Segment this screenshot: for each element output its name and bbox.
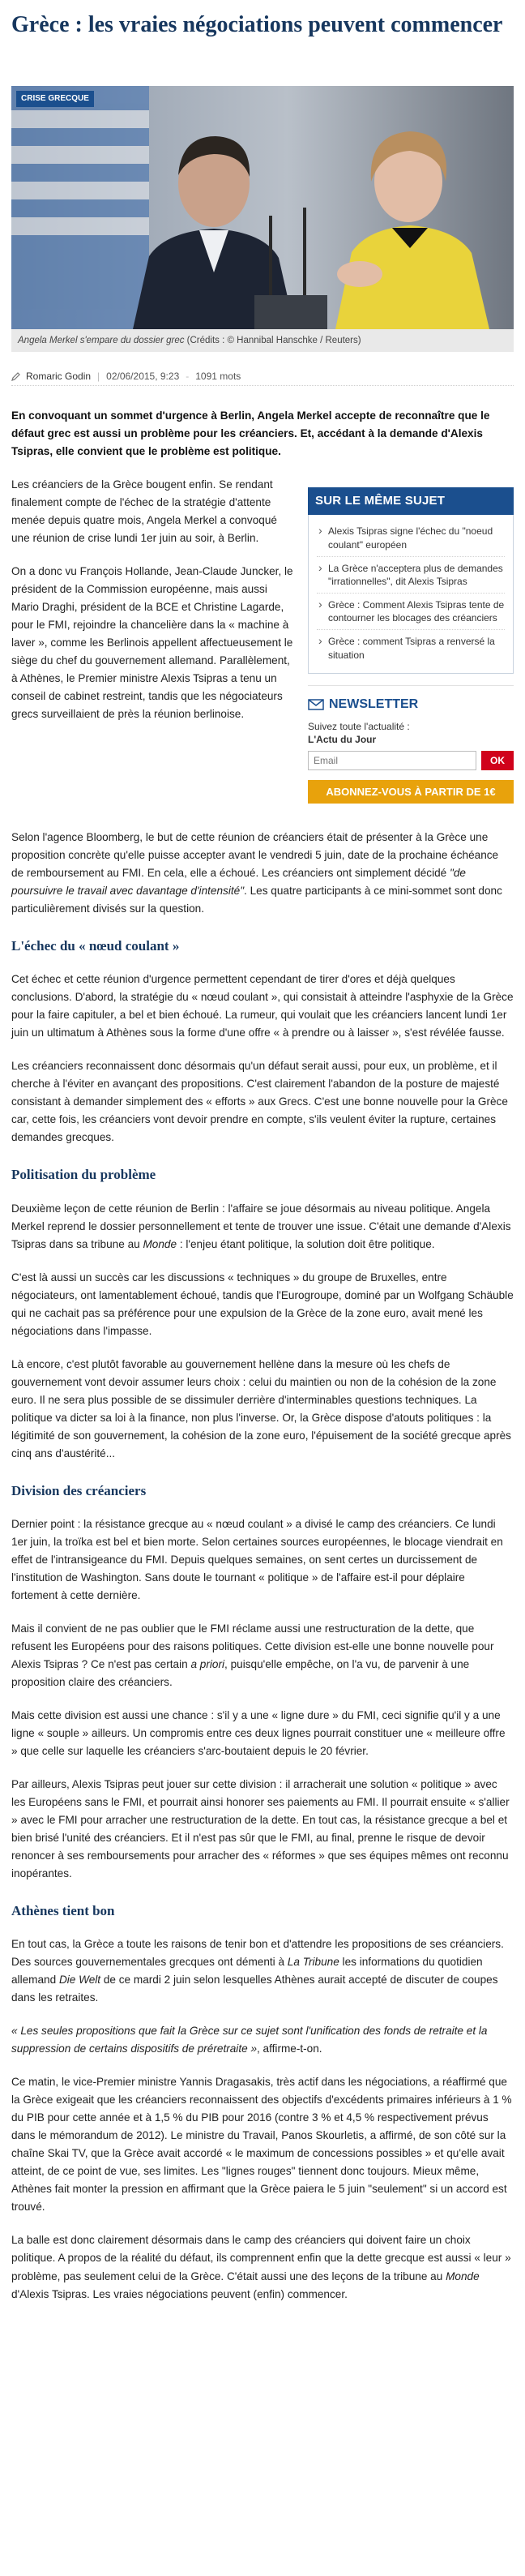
section-heading: L'échec du « nœud coulant » [11,938,180,954]
author-name[interactable]: Romaric Godin [26,370,92,382]
word-count: 1091 mots [195,370,241,382]
sidebar [308,487,514,804]
paragraph: Mais cette division est aussi une chance : s'il y a une « ligne dure » du FMI, ceci signifie qu'il y a une ligne « souple » ailleurs. Un compromis entre ces deux lignes pourrait constituer une « meilleure offre » que celle sur laquelle les créanciers s'arc-boutaient depuis le 20 février. [11,1709,506,1758]
photo-caption [11,329,514,352]
same-subject-list [308,515,514,674]
newsletter-box [308,685,514,804]
newsletter-subtitle-text: Suivez toute l'actualité : [308,720,410,732]
paragraph: C'est là aussi un succès car les discussions « techniques » du groupe de Bruxelles, entre négociateurs, ont lamentablement échoué, tandis que l'Eurogroupe, dominé par un Wolfgang Schäuble qui ne cachait pas sa préférence pour une expulsion de la Grèce de la zone euro, avait mené les négociations dans l'impasse. [11,1271,514,1337]
paragraph: Mais il convient de ne pas oublier que le FMI réclame aussi une restructuration de la dette, que refusent les Européens pour des raisons politiques. Cette division est-elle une bonne nouvelle pour Alexis Tsipras ? Ce n'est pas certain a priori, puisqu'elle empêche, on l'a vu, de parvenir à une proposition claire des créanciers. [11,1622,494,1688]
newsletter-title-text: NEWSLETTER [329,697,419,711]
newsletter-subtitle [308,720,514,746]
section-heading: Politisation du problème [11,1167,156,1183]
paragraph: Dernier point : la résistance grecque au « nœud coulant » a divisé le camp des créanciers. Ce lundi 1er juin, la troïka est bel et bien morte. Selon certaines sources européennes, le blocage viendrait en effet de l'intransigeance du FMI. Depuis quelques semaines, on sent certes un durcissement de l'institution de Washington. Sans doute le tournant « politique » de l'affaire est-il pour déplaire fortement à cette dernière. [11,1517,503,1601]
rubric-badge[interactable]: CRISE GRECQUE [16,91,94,107]
newsletter-name: L'Actu du Jour [308,733,377,745]
article-body [11,476,514,2303]
related-link[interactable]: › Grèce : comment Tsipras a renversé la situation [317,630,505,666]
section-heading: Athènes tient bon [11,1903,115,1919]
related-link[interactable]: › La Grèce n'acceptera plus de demandes "irrationnelles", dit Alexis Tsipras [317,557,505,594]
publish-date: 02/06/2015, 9:23 [106,370,180,382]
pencil-icon [11,371,21,381]
paragraph: Deuxième leçon de cette réunion de Berlin : l'affaire se joue désormais au niveau politique. Angela Merkel reprend le dossier personnellement et tente de trouver une issue. C'était une demande d'Alexis Tsipras dans sa tribune au Monde : l'enjeu étant politique, la solution doit être politique. [11,1202,511,1250]
paragraph: La balle est donc clairement désormais dans le camp des créanciers qui doivent faire un choix politique. A propos de la réalité du défaut, ils comprennent enfin que la dette grecque est aussi « leur » problème, pas seulement celui de la Grèce. C'était aussi une des leçons de la tribune au Monde d'Alexis Tsipras. Les vraies négociations peuvent (enfin) commencer. [11,2234,511,2300]
article-meta [11,366,514,386]
meta-separator: | [97,370,100,382]
paragraph: Selon l'agence Bloomberg, le but de cette réunion de créanciers était de présenter à la Grèce une proposition concrète qu'elle puisse accepter avant le vendredi 5 juin, date de la prochaine échéance de remboursement au FMI. En cela, elle a échoué. Les créanciers ont simplement décidé "de poursuivre le travail avec davantage d'intensité". Les quatre participants à ce mini-sommet sont donc particulièrement divisés sur la question. [11,831,502,915]
article-title: Grèce : les vraies négociations peuvent commencer [11,12,503,37]
paragraph: Les créanciers de la Grèce bougent enfin. Se rendant finalement compte de l'échec de la stratégie d'attente menée depuis quatre mois, Angela Merkel a convoqué une réunion de crise lundi 1er juin au soir, à Berlin. [11,478,277,545]
subscribe-button[interactable]: ABONNEZ-VOUS À PARTIR DE 1€ [308,780,514,804]
paragraph: Cet échec et cette réunion d'urgence permettent cependant de tirer d'ores et déjà quelques conclusions. D'abord, la stratégie du « nœud coulant », qui consistait à atteindre l'asphyxie de la Grèce pour la faire capituler, a bel et bien échoué. La rumeur, qui voulait que les créanciers lancent lundi 1er juin un ultimatum à Athènes sous la forme d'une offre « à prendre ou à laisser », s'est révélée fausse. [11,973,514,1039]
ok-button[interactable]: OK [481,751,514,770]
newsletter-title [308,694,514,715]
paragraph: En tout cas, la Grèce a toute les raisons de tenir bon et d'attendre les propositions de ses créanciers. Des sources gouvernementales grecques ont démenti à La Tribune les informations du quotidien allemand Die Welt de ce mardi 2 juin selon lesquelles Athènes aurait accepté de discuter de coupes dans les retraites. [11,1938,504,2004]
paragraph: Par ailleurs, Alexis Tsipras peut jouer sur cette division : il arracherait une solution « politique » avec les Européens sans le FMI, et pourrait ainsi honorer ses paiements au FMI. Il pourrait ensuite « s'allier » avec le FMI pour arracher une restructuration de la dette. En tout cas, la résistance grecque a bel et bien brisé l'unité des créanciers. Et il n'est pas sûr que le FMI, au final, prenne le risque de devoir renoncer à ses remboursements pour arracher des « réformes » que ses équipes mêmes ont reconnu inopérantes. [11,1778,510,1880]
envelope-icon [308,699,324,710]
same-subject-header: SUR LE MÊME SUJET [308,487,514,515]
paragraph: Ce matin, le vice-Premier ministre Yannis Dragasakis, très actif dans les négociations, a réaffirmé que la Grèce exigeait que les créanciers reconnaissent des objectifs d'excédents primaires inférieurs à 1 % du PIB pour cette année et à 1,5 % du PIB pour 2016 (contre 3 % et 4,5 % respectivement prévus dans le mémorandum de 2012). Le ministre du Travail, Panos Skourletis, a affirmé, de son côté sur la chaîne Skai TV, que la Grèce avait accordé « le maximum de concessions possibles » et qu'elle avait atteint, de ce point de vue, ses limites. Les "lignes rouges" tiennent donc toujours. Mieux même, Athènes fait monter la pression en affirmant que la Grèce paiera le 5 juin "seulement" si un accord est trouvé. [11,2076,512,2214]
newsletter-form [308,751,514,770]
quote-paragraph: « Les seules propositions que fait la Grèce sur ce sujet sont l'unification des fonds de retraite et la suppression de certains dispositifs de préretraite », affirme-t-on. [11,2025,488,2055]
paragraph: On a donc vu François Hollande, Jean-Claude Juncker, le président de la Commission européenne, mais aussi Mario Draghi, président de la BCE et Christine Lagarde, pour le FMI, rejoindre la chancelière dans la « machine à laver », comme les Berlinois appellent affectueusement le siège du chef du gouvernement allemand. Parallèlement, à Athènes, le Premier ministre Alexis Tsipras a tenu un conseil de cabinet restreint, tandis que les négociateurs grecs surveillaient de près la réunion berlinoise. [11,565,293,721]
hero-photo [11,86,514,329]
related-link[interactable]: › Alexis Tsipras signe l'échec du "noeud coulant" européen [317,520,505,556]
paragraph: Les créanciers reconnaissent donc désormais qu'un défaut serait aussi, pour eux, un problème, et il cherche à l'éviter en avançant des propositions. C'est clairement l'abandon de la posture de majesté consistant à demander simplement des « efforts » aux Grecs. C'est une bonne nouvelle pour la Grèce car, cette fois, les créanciers vont devoir prendre en compte, s'ils veulent éviter la rupture, certaines demandes grecques. [11,1060,508,1144]
email-input[interactable] [308,751,476,770]
photo-illustration [11,86,514,329]
section-heading: Division des créanciers [11,1482,147,1498]
related-link[interactable]: › Grèce : Comment Alexis Tsipras tente de contourner les blocages des créanciers [317,594,505,630]
article-lede: En convoquant un sommet d'urgence à Berlin, Angela Merkel accepte de reconnaître que le défaut grec est aussi un problème pour les créanciers. Et, accédant à la demande d'Alexis Tsipras, elle convient que le problème est politique. [11,409,490,458]
paragraph: Là encore, c'est plutôt favorable au gouvernement hellène dans la mesure où les chefs de gouvernement vont devoir assumer leurs choix : celui du maintien ou non de la cohésion de la zone euro. Il ne sera plus possible de se dissimuler derrière d'interminables questions techniques. La politique va dicter sa loi à la finance, non plus l'inverse. Or, la Grèce dispose d'atouts politiques : la légitimité de son gouvernement, la cohésion de la zone euro, l'épuisement de la société grecque après cinq ans d'austérité... [11,1357,511,1459]
meta-separator: - [186,370,190,382]
caption-credit: (Crédits : © Hannibal Hanschke / Reuters) [186,336,361,345]
caption-text: Angela Merkel s'empare du dossier grec [18,336,185,345]
